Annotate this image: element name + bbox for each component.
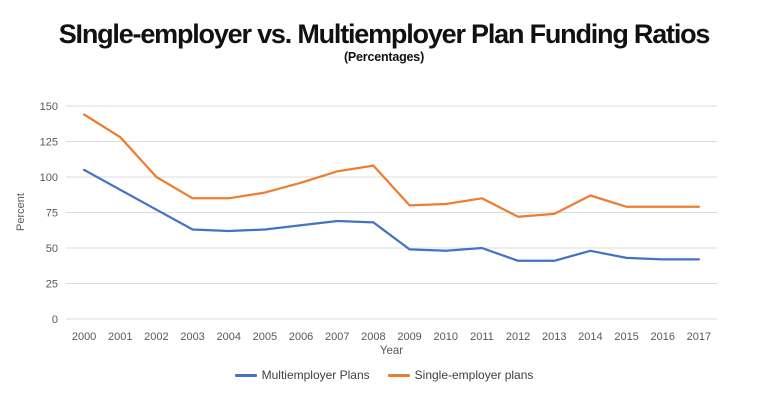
y-tick-label: 125	[39, 136, 58, 149]
y-tick-label: 75	[45, 207, 58, 220]
legend-line-swatch	[235, 374, 257, 377]
legend-label: Single-employer plans	[414, 368, 534, 382]
y-tick-label: 0	[51, 314, 58, 326]
x-tick-label: 2005	[252, 331, 278, 343]
x-tick-label: 2010	[433, 331, 458, 343]
y-tick-label: 50	[45, 243, 58, 255]
x-tick-label: 2007	[325, 331, 350, 343]
y-tick-label: 100	[39, 172, 58, 184]
x-tick-label: 2009	[397, 331, 422, 343]
x-tick-label: 2017	[686, 331, 712, 343]
x-axis-title: Year	[379, 345, 404, 357]
x-tick-label: 2014	[578, 331, 603, 343]
series-line-multiemployer-plans	[84, 170, 699, 261]
y-axis-title: Percent	[15, 193, 27, 231]
legend-item-single-employer-plans	[388, 368, 534, 382]
legend-item-multiemployer-plans	[235, 368, 370, 382]
x-tick-label: 2000	[71, 331, 97, 343]
x-tick-label: 2016	[650, 331, 675, 343]
y-tick-label: 25	[45, 278, 58, 291]
x-tick-label: 2011	[470, 331, 494, 343]
legend-label: Multiemployer Plans	[261, 368, 370, 382]
x-tick-label: 2003	[180, 331, 205, 343]
x-tick-label: 2002	[144, 331, 169, 343]
legend-line-swatch	[388, 374, 410, 377]
legend	[0, 368, 768, 382]
x-tick-label: 2013	[542, 331, 567, 343]
x-tick-label: 2004	[216, 331, 241, 343]
chart-subtitle: (Percentages)	[343, 50, 425, 64]
y-tick-label: 150	[39, 101, 58, 113]
x-tick-label: 2001	[108, 331, 133, 343]
series-line-single-employer-plans	[84, 115, 699, 217]
chart-title: SIngle-employer vs. Multiemployer Plan Funding Ratios	[58, 19, 710, 49]
x-tick-label: 2006	[288, 331, 314, 343]
x-tick-label: 2015	[614, 331, 639, 343]
x-tick-label: 2012	[505, 331, 531, 343]
x-tick-label: 2008	[361, 331, 386, 343]
